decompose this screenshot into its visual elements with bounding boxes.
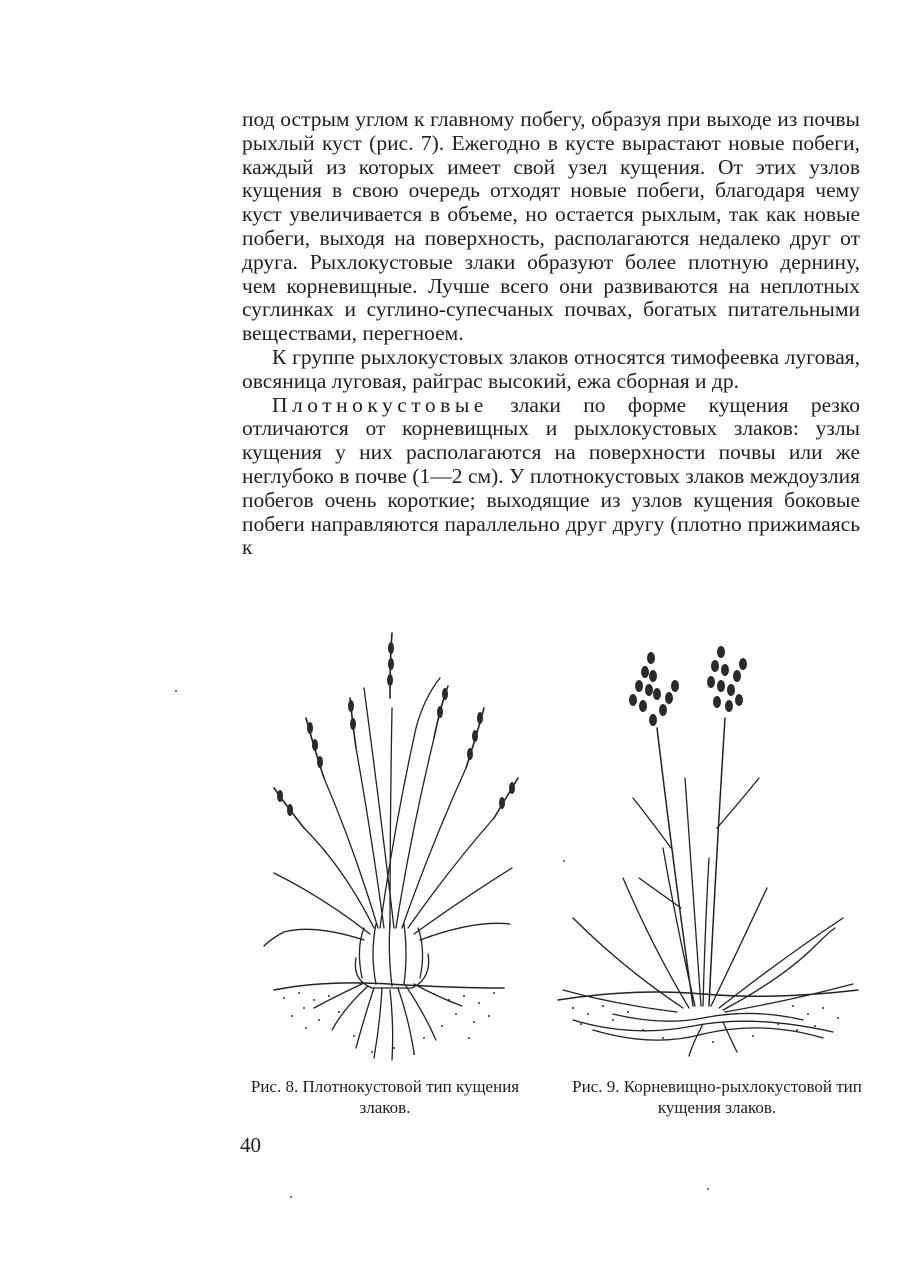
figure-8-caption: Рис. 8. Плотнокустовой тип кущения злаков.: [250, 1077, 520, 1117]
figure-8: [244, 628, 534, 1068]
figure-9: [553, 628, 865, 1068]
paragraph-2: К группе рыхлокустовых злаков относятся тимофеевка луговая, овсяница луговая, райграс высокий, ежа сборная и др.: [242, 344, 860, 393]
paragraph-3-rest: злаки по форме кущения резко отличаются от корневищных и рыхлокустовых злаков: узлы кущения у них располагаются на поверхности почвы или же неглубоко в почве (1—2 см). У плотнокустовых злаков междоузлия побегов очень короткие; выходящие из узлов кущения боковые побеги направляются параллельно друг другу (плотно прижимаясь к: [242, 392, 860, 560]
print-speck: [563, 860, 565, 862]
print-speck: [707, 1188, 709, 1190]
page-number: 40: [240, 1133, 261, 1157]
body-text: [242, 108, 860, 560]
paragraph-3: [242, 394, 860, 561]
figure-9-caption: Рис. 9. Корневищно-рыхлокустовой тип кущения злаков.: [572, 1077, 862, 1117]
dense-bunch-grass-illustration: [244, 628, 534, 1068]
rhizome-loose-bunch-grass-illustration: [553, 628, 865, 1068]
print-speck: [290, 1196, 292, 1198]
print-speck: [175, 690, 177, 692]
paragraph-1: под острым углом к главному побегу, образуя при выходе из почвы рыхлый куст (рис. 7). Ежегодно в кусте вырастают новые побеги, каждый из которых имеет свой узел кущения. От этих узлов кущения в свою очередь отходят новые побеги, благодаря чему куст увеличивается в объеме, но остается рыхлым, так как новые побеги, выходя на поверхность, располагаются недалеко друг от друга. Рыхлокустовые злаки образуют более плотную дернину, чем корневищные. Лучше всего они развиваются на неплотных суглинках и суглино-супесчаных почвах, богатых питательными веществами, перегноем.: [242, 107, 860, 346]
term-dense-bunch: Плотнокустовые: [272, 392, 488, 417]
